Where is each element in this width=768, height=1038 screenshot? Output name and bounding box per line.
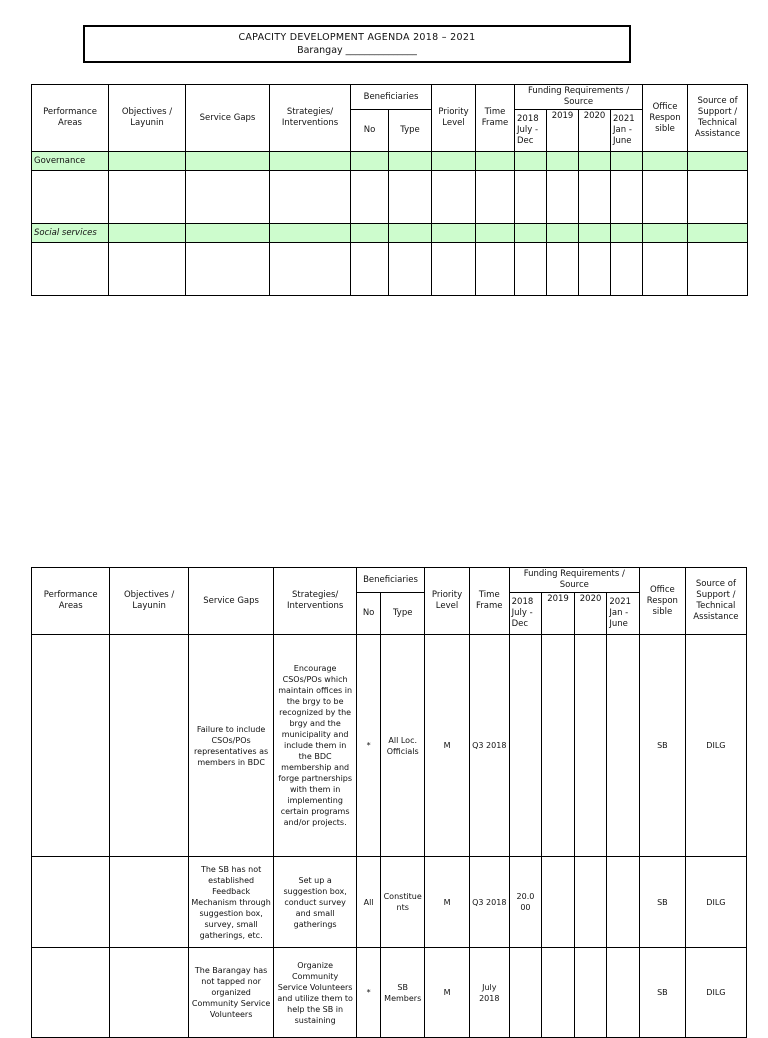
header-f2020: 2020	[574, 593, 607, 635]
support-cell: DILG	[685, 857, 746, 948]
table-row	[32, 635, 747, 857]
funding-2018-cell: 20.0 00	[509, 857, 542, 948]
header-ben-type: Type	[381, 593, 425, 635]
document-title-box	[83, 25, 631, 63]
ben-type-cell: SB Members	[381, 948, 425, 1038]
document-title: CAPACITY DEVELOPMENT AGENDA 2018 – 2021	[238, 32, 476, 43]
header-time-frame: Time Frame	[476, 85, 515, 152]
priority-cell: M	[425, 857, 470, 948]
header-performance-areas: Performance Areas	[32, 85, 109, 152]
header-f2021: 2021 Jan - June	[607, 593, 640, 635]
table-row	[32, 857, 747, 948]
header-objectives: Objectives / Layunin	[110, 568, 188, 635]
office-cell: SB	[639, 857, 685, 948]
barangay-line: Barangay _______________	[297, 45, 417, 56]
header-service-gaps: Service Gaps	[188, 568, 274, 635]
priority-cell: M	[425, 635, 470, 857]
header-performance-areas: Performance Areas	[32, 568, 110, 635]
header-service-gaps: Service Gaps	[186, 85, 270, 152]
ben-no-cell: All	[356, 857, 380, 948]
funding-2018-cell	[509, 635, 542, 857]
header-f2018: 2018 July - Dec	[509, 593, 542, 635]
section-row-governance	[32, 152, 748, 171]
time-frame-cell: July 2018	[469, 948, 509, 1038]
section-social: Social services	[32, 224, 109, 243]
agenda-template-table	[31, 84, 748, 296]
header-ben-no: No	[356, 593, 380, 635]
priority-cell: M	[425, 948, 470, 1038]
agenda-filled-table	[31, 567, 747, 1038]
office-cell: SB	[639, 948, 685, 1038]
funding-2018-cell	[509, 948, 542, 1038]
header-priority: Priority Level	[425, 568, 470, 635]
header-objectives: Objectives / Layunin	[109, 85, 186, 152]
table-row	[32, 948, 747, 1038]
header-office: Office Respon sible	[643, 85, 688, 152]
header-ben-type: Type	[389, 110, 432, 152]
service-gap-cell: The Barangay has not tapped nor organized Community Service Volunteers	[188, 948, 274, 1038]
header-beneficiaries: Beneficiaries	[351, 85, 432, 110]
strategy-cell: Encourage CSOs/POs which maintain offices in the brgy to be recognized by the brgy and the municipality and include them in the BDC membership and forge partnerships with them in implementing certain programs and/or projects.	[274, 635, 356, 857]
section-governance: Governance	[32, 152, 109, 171]
header-funding: Funding Requirements / Source	[515, 85, 643, 110]
ben-type-cell: All Loc. Officials	[381, 635, 425, 857]
header-beneficiaries: Beneficiaries	[356, 568, 424, 593]
header-f2019: 2019	[547, 110, 579, 152]
header-office: Office Respon sible	[639, 568, 685, 635]
support-cell: DILG	[685, 948, 746, 1038]
header-strategies: Strategies/ Interventions	[274, 568, 356, 635]
header-f2020: 2020	[579, 110, 611, 152]
strategy-cell: Set up a suggestion box, conduct survey and small gatherings	[274, 857, 356, 948]
blank-row	[32, 171, 748, 224]
header-support: Source of Support / Technical Assistance	[688, 85, 748, 152]
service-gap-cell: The SB has not established Feedback Mechanism through suggestion box, survey, small gatherings, etc.	[188, 857, 274, 948]
strategy-cell: Organize Community Service Volunteers and utilize them to help the SB in sustaining	[274, 948, 356, 1038]
service-gap-cell: Failure to include CSOs/POs representatives as members in BDC	[188, 635, 274, 857]
section-row-social	[32, 224, 748, 243]
header-f2019: 2019	[542, 593, 575, 635]
time-frame-cell: Q3 2018	[469, 857, 509, 948]
header-strategies: Strategies/ Interventions	[270, 85, 351, 152]
header-f2021: 2021 Jan - June	[611, 110, 643, 152]
support-cell: DILG	[685, 635, 746, 857]
ben-no-cell: *	[356, 948, 380, 1038]
header-f2018: 2018 July - Dec	[515, 110, 547, 152]
header-ben-no: No	[351, 110, 389, 152]
ben-type-cell: Constitue nts	[381, 857, 425, 948]
header-priority: Priority Level	[432, 85, 476, 152]
blank-row	[32, 243, 748, 296]
header-support: Source of Support / Technical Assistance	[685, 568, 746, 635]
office-cell: SB	[639, 635, 685, 857]
header-funding: Funding Requirements / Source	[509, 568, 639, 593]
header-time-frame: Time Frame	[469, 568, 509, 635]
time-frame-cell: Q3 2018	[469, 635, 509, 857]
ben-no-cell: *	[356, 635, 380, 857]
